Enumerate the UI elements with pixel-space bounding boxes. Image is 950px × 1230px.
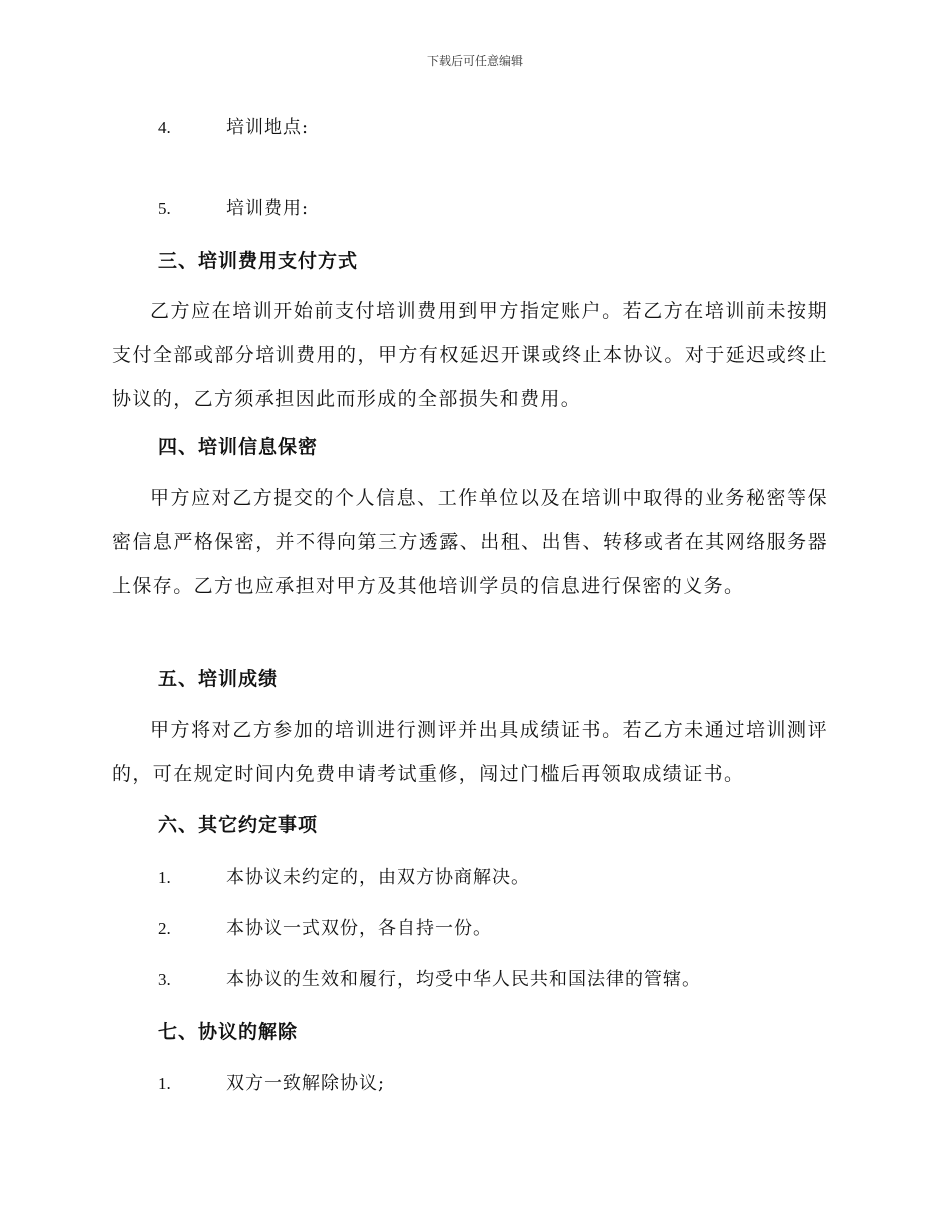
paragraph-payment: 乙方应在培训开始前支付培训费用到甲方指定账户。若乙方在培训前未按期支付全部或部分培训费用的，甲方有权延迟开课或终止本协议。对于延迟或终止协议的，乙方须承担因此而形成的全部损失和费用。 <box>112 300 828 410</box>
section-heading-results: 五、培训成绩 <box>158 668 279 690</box>
item-text: 本协议未约定的，由双方协商解决。 <box>226 867 530 888</box>
section-heading-payment: 三、培训费用支付方式 <box>158 250 359 272</box>
item-text: 培训地点: <box>226 117 310 138</box>
item-number: 1. <box>158 868 171 887</box>
section-heading-confidentiality: 四、培训信息保密 <box>158 436 319 458</box>
paragraph-confidentiality: 甲方应对乙方提交的个人信息、工作单位以及在培训中取得的业务秘密等保密信息严格保密，并不得向第三方透露、出租、出售、转移或者在其网络服务器上保存。乙方也应承担对甲方及其他培训学员的信息进行保密的义务。 <box>112 487 828 597</box>
item-number: 5. <box>158 199 171 218</box>
item-number: 4. <box>158 118 171 137</box>
item-number: 2. <box>158 919 171 938</box>
paragraph-results: 甲方将对乙方参加的培训进行测评并出具成绩证书。若乙方未通过培训测评的，可在规定时间内免费申请考试重修，闯过门槛后再领取成绩证书。 <box>112 719 828 785</box>
item-text: 双方一致解除协议; <box>226 1073 386 1094</box>
item-number: 3. <box>158 970 171 989</box>
section-heading-termination: 七、协议的解除 <box>158 1021 299 1043</box>
page-header: 下载后可任意编辑 <box>426 54 523 68</box>
item-text: 本协议的生效和履行，均受中华人民共和国法律的管辖。 <box>226 969 701 990</box>
section-heading-other-terms: 六、其它约定事项 <box>158 814 319 836</box>
item-text: 本协议一式双份，各自持一份。 <box>226 918 492 939</box>
item-text: 培训费用: <box>226 198 310 219</box>
item-number: 1. <box>158 1074 171 1093</box>
